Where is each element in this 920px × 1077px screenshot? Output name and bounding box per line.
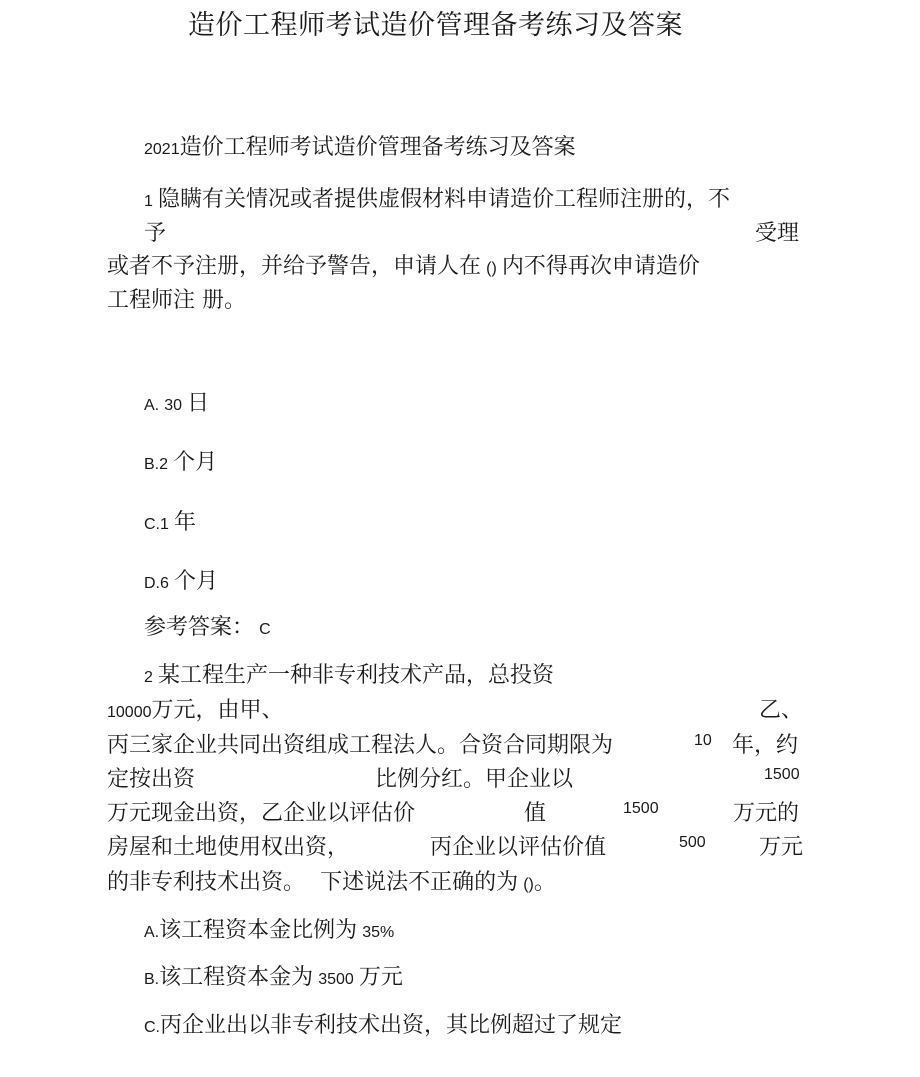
q2-line-7: 的非专利技术出资。 下述说法不正确的为 ()。 — [107, 870, 556, 895]
q2-line-5-b: 值 — [524, 801, 547, 826]
q2-line-6-num: 500 — [679, 834, 706, 851]
subtitle-text: 造价工程师考试造价管理备考练习及答案 — [179, 135, 576, 160]
q2-line-6-c: 万元 — [759, 835, 804, 860]
q1-answer-value: C — [259, 621, 271, 638]
q2-line-3-num: 10 — [694, 732, 712, 749]
q2-line-5-a: 万元现金出资，乙企业以评估价 — [107, 801, 416, 826]
q2-number: 2 — [144, 669, 153, 686]
q2-line-2-right: 乙、 — [759, 698, 804, 723]
q2-option-c: C.丙企业出以非专利技术出资，其比例超过了规定 — [144, 1013, 623, 1038]
q2-line-4-b: 比例分红。甲企业以 — [375, 767, 574, 792]
q1-line-4: 工程师注 册。 — [107, 288, 246, 313]
q1-option-a: A. 30 日 — [144, 391, 210, 416]
q2-option-a: A.该工程资本金比例为 35% — [144, 918, 395, 943]
q2-line-3-b: 年，约 — [732, 733, 799, 758]
q1-answer: 参考答案： C — [144, 615, 271, 640]
q1-number: 1 — [144, 193, 153, 210]
document-subtitle — [144, 130, 576, 161]
q2-line-5-num: 1500 — [623, 800, 659, 817]
q2-line-2: 10000万元，由甲、 — [107, 698, 284, 723]
q2-line-6-a: 房屋和土地使用权出资， — [107, 835, 350, 860]
q1-option-b: B.2 个月 — [144, 450, 218, 475]
q2-line-4-a: 定按出资 — [107, 767, 196, 792]
q1-option-d: D.6 个月 — [144, 569, 219, 594]
q1-line-3: 或者不予注册，并给予警告，申请人在 () 内不得再次申请造价 — [107, 254, 700, 279]
document-title: 造价工程师考试造价管理备考练习及答案 — [188, 10, 683, 41]
q2-option-b: B.该工程资本金为 3500 万元 — [144, 965, 403, 990]
q2-line-5-c: 万元的 — [733, 801, 800, 826]
q1-line-2-left: 予 — [144, 221, 167, 246]
q1-line-2-right: 受理 — [755, 221, 800, 246]
q2-line-1: 2 某工程生产一种非专利技术产品，总投资 — [144, 663, 555, 688]
q2-line-6-b: 丙企业以评估价值 — [430, 835, 607, 860]
q1-option-c: C.1 年 — [144, 510, 197, 535]
q2-line-3-a: 丙三家企业共同出资组成工程法人。合资合同期限为 — [107, 733, 614, 758]
q2-line-4-num: 1500 — [764, 766, 800, 783]
subtitle-year: 2021 — [144, 141, 180, 158]
q1-line-1: 1 隐瞒有关情况或者提供虚假材料申请造价工程师注册的，不 — [144, 187, 731, 212]
